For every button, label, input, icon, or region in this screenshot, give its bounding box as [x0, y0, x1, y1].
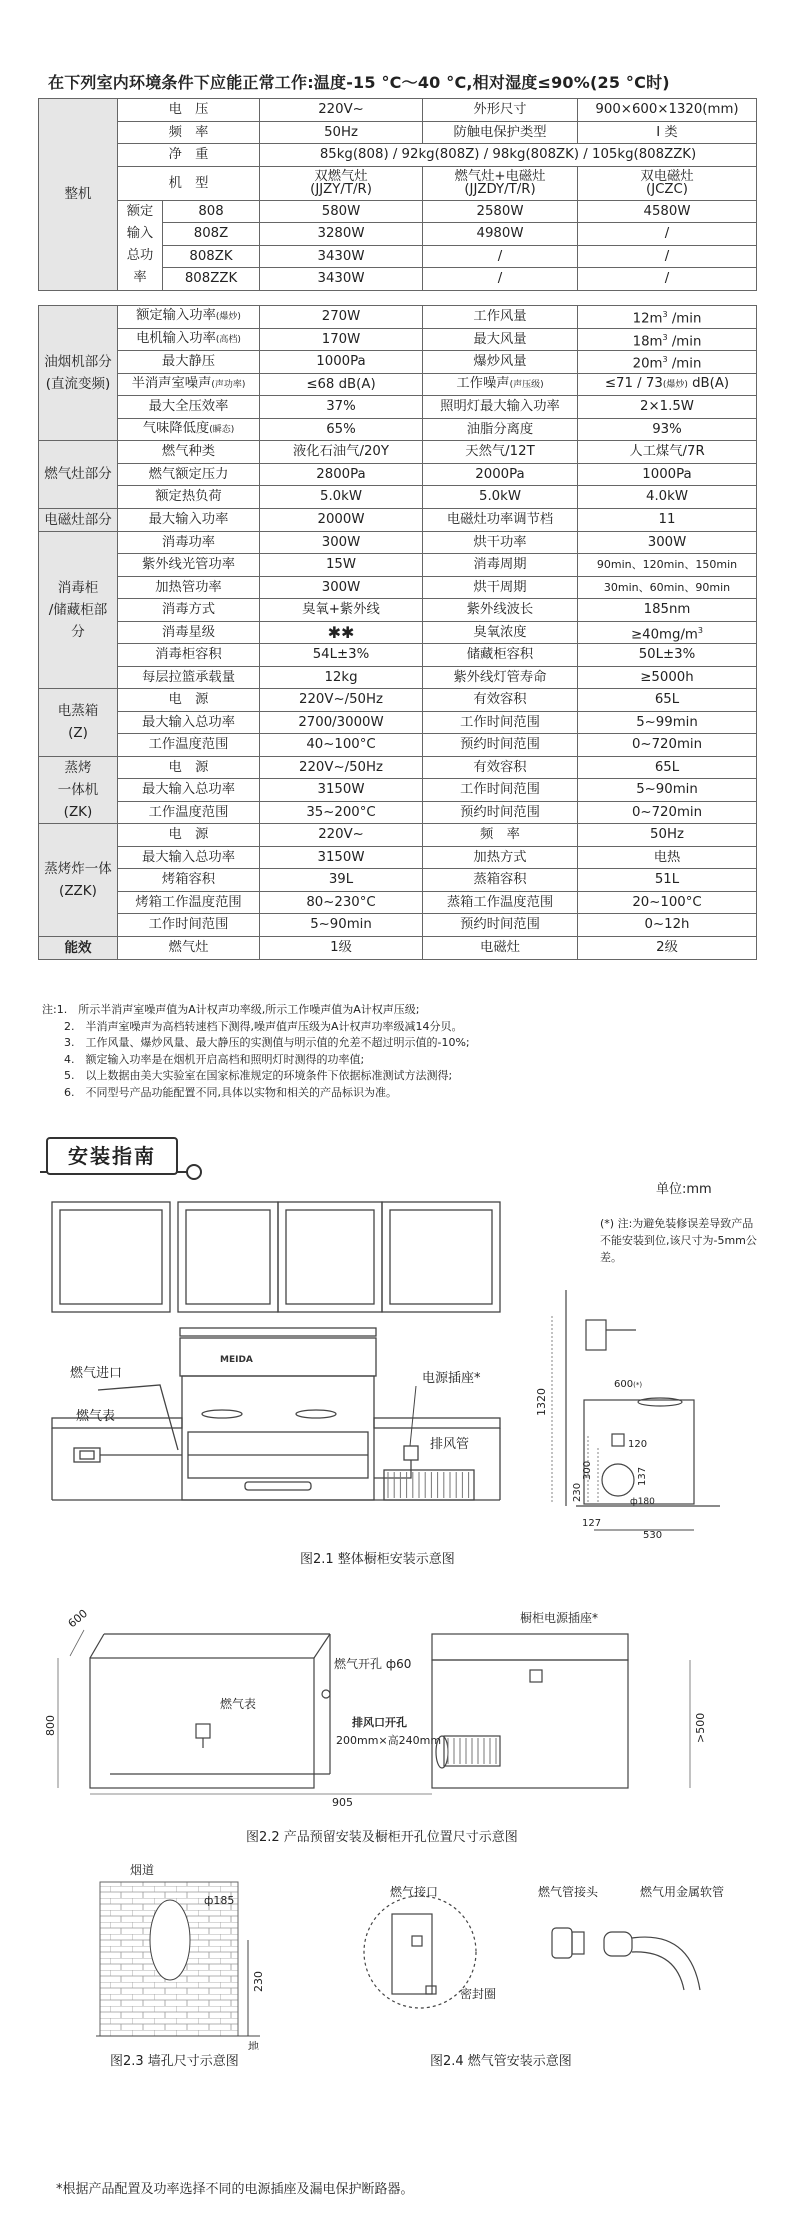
steril-label: 加热管功率 [118, 576, 260, 599]
steril-value: ✱✱ [260, 621, 423, 644]
fryer-value: 5~90min [260, 914, 423, 937]
dim-137: 137 [637, 1466, 648, 1486]
table-row [39, 779, 757, 802]
steamoven-label: 最大输入总功率 [118, 779, 260, 802]
gas-value: 人工煤气/7R [578, 441, 757, 464]
group-induction: 电磁灶部分 [39, 508, 118, 531]
unit-label: 单位:mm [656, 1182, 712, 1197]
dim-180: ф180 [630, 1497, 655, 1507]
hood-value: $18m^3$ /min [578, 328, 757, 351]
cabinet-socket [530, 1670, 542, 1682]
steril-label: 储藏柜容积 [423, 644, 578, 667]
induction-label: 电磁灶功率调节档 [423, 508, 578, 531]
label-gas-meter-2: 燃气表 [220, 1697, 257, 1711]
shock-value: I 类 [578, 121, 757, 144]
hood-value: 1000Pa [260, 351, 423, 374]
size-value: 900×600×1320(mm) [578, 99, 757, 122]
table-row [39, 351, 757, 374]
hood-label: 工作风量 [423, 306, 578, 329]
energy-label: 燃气灶 [118, 936, 260, 959]
steril-value: 185nm [578, 599, 757, 622]
table-row [39, 306, 757, 329]
power-value: / [423, 245, 578, 268]
weight-value: 85kg(808) / 92kg(808Z) / 98kg(808ZK) / 105kg(808ZZK) [260, 144, 757, 167]
steamer-value: 65L [578, 689, 757, 712]
section-title: 安装指南 [46, 1137, 178, 1175]
steril-value: 54L±3% [260, 644, 423, 667]
hood-label: 电机输入功率(高档) [118, 328, 260, 351]
gas-value: 4.0kW [578, 486, 757, 509]
voltage-value: 220V~ [260, 99, 423, 122]
induction-label: 最大输入功率 [118, 508, 260, 531]
fryer-value: 50Hz [578, 824, 757, 847]
label-exhaust-hole: 排风口开孔 [352, 1716, 407, 1729]
table-row [39, 328, 757, 351]
gas-meter-shape [74, 1448, 100, 1462]
group-sterilizer: 消毒柜 /储藏柜部分 [39, 531, 118, 689]
steril-label: 消毒周期 [423, 554, 578, 577]
steamer-label: 工作温度范围 [118, 734, 260, 757]
fryer-label: 最大输入总功率 [118, 846, 260, 869]
model-code: 808ZK [163, 245, 260, 268]
table-row [39, 200, 757, 223]
model-3: 双电磁灶 (JCZC) [578, 166, 757, 200]
steamer-value: 220V~/50Hz [260, 689, 423, 712]
dim-1320: 1320 [535, 1388, 548, 1416]
hood-label: 最大全压效率 [118, 396, 260, 419]
fryer-label: 烤箱工作温度范围 [118, 891, 260, 914]
steamoven-value: 5~90min [578, 779, 757, 802]
label-seal: 密封圈 [460, 1987, 497, 2001]
steamoven-label: 工作时间范围 [423, 779, 578, 802]
steamer-label: 工作时间范围 [423, 711, 578, 734]
fryer-label: 频 率 [423, 824, 578, 847]
power-value: 4980W [423, 223, 578, 246]
steril-value: ≥5000h [578, 666, 757, 689]
steril-value: 臭氧+紫外线 [260, 599, 423, 622]
steamoven-value: 3150W [260, 779, 423, 802]
steamoven-value: 220V~/50Hz [260, 756, 423, 779]
footnote: *根据产品配置及功率选择不同的电源插座及漏电保护断路器。 [56, 2182, 414, 2197]
hose-end [604, 1932, 632, 1956]
brand-logo: MEIDA [220, 1355, 253, 1365]
weight-label: 净 重 [118, 144, 260, 167]
tolerance-note: (*) 注:为避免装修误差导致产品不能安装到位,该尺寸为-5mm公差。 [600, 1217, 757, 1264]
gas-hole [322, 1690, 330, 1698]
table-row [39, 936, 757, 959]
table-row [39, 99, 757, 122]
hood-label: 最大静压 [118, 351, 260, 374]
exhaust-duct [384, 1470, 474, 1500]
gas-label: 燃气额定压力 [118, 463, 260, 486]
hood-value: ≤71 / 73(爆炒) dB(A) [578, 373, 757, 396]
table-row [39, 846, 757, 869]
hood-label: 油脂分离度 [423, 418, 578, 441]
hood-label: 半消声室噪声(声功率) [118, 373, 260, 396]
table-row [39, 689, 757, 712]
steril-value: 30min、60min、90min [578, 576, 757, 599]
burner [296, 1410, 336, 1418]
fryer-label: 预约时间范围 [423, 914, 578, 937]
freq-label: 频 率 [118, 121, 260, 144]
power-value: 580W [260, 200, 423, 223]
hood-label: 额定输入功率(爆炒) [118, 306, 260, 329]
fryer-value: 电热 [578, 846, 757, 869]
fryer-value: 220V~ [260, 824, 423, 847]
steril-label: 烘干功率 [423, 531, 578, 554]
steril-label: 消毒柜容积 [118, 644, 260, 667]
table-row [39, 869, 757, 892]
label-metal-hose: 燃气用金属软管 [640, 1885, 725, 1899]
caption-fig-2-4: 图2.4 燃气管安装示意图 [430, 2054, 572, 2069]
table-row [39, 576, 757, 599]
energy-label: 电磁灶 [423, 936, 578, 959]
steril-label: 紫外线灯管寿命 [423, 666, 578, 689]
voltage-label: 电 压 [118, 99, 260, 122]
dim-230: 230 [572, 1482, 583, 1502]
caption-fig-2-3: 图2.3 墙孔尺寸示意图 [110, 2054, 239, 2069]
table-row [39, 441, 757, 464]
power-value: / [578, 223, 757, 246]
table-row [39, 824, 757, 847]
note-item: 5. 以上数据由美大实验室在国家标准规定的环境条件下依据标准测试方法测得; [64, 1069, 453, 1082]
socket-shape [404, 1446, 418, 1460]
steril-label: 消毒功率 [118, 531, 260, 554]
power-value: 3430W [260, 245, 423, 268]
steamoven-label: 电 源 [118, 756, 260, 779]
induction-value: 11 [578, 508, 757, 531]
table-row [39, 891, 757, 914]
pipe-joint [552, 1928, 572, 1958]
label-gas-hole: 燃气开孔 ф60 [334, 1657, 412, 1671]
table-row [39, 463, 757, 486]
label-floor: 地 [248, 2040, 259, 2050]
table-row [39, 121, 757, 144]
induction-value: 2000W [260, 508, 423, 531]
gas-meter-box [196, 1724, 210, 1738]
steril-value: 300W [260, 576, 423, 599]
note-item: 6. 不同型号产品功能配置不同,具体以实物和相关的产品标识为准。 [64, 1085, 397, 1099]
caption-fig-2-2: 图2.2 产品预留安装及橱柜开孔位置尺寸示意图 [246, 1830, 518, 1845]
model-code: 808 [163, 200, 260, 223]
size-label: 外形尺寸 [423, 99, 578, 122]
table-row [39, 508, 757, 531]
table-row [39, 599, 757, 622]
label-exhaust: 排风管 [430, 1437, 470, 1452]
gas-label: 燃气种类 [118, 441, 260, 464]
hood-value: 65% [260, 418, 423, 441]
rated-power-label: 额定 输入 总功率 [118, 200, 163, 290]
group-steamer: 电蒸箱 (Z) [39, 689, 118, 757]
notes [42, 1002, 762, 1101]
steril-label: 烘干周期 [423, 576, 578, 599]
steril-value: 300W [260, 531, 423, 554]
spec-table [38, 98, 757, 291]
steril-value: $\ge 40mg/m^3$ [578, 621, 757, 644]
dim-120: 120 [628, 1439, 648, 1450]
group-steam-oven: 蒸烤 一体机 (ZK) [39, 756, 118, 824]
range-hood [180, 1338, 376, 1376]
shock-label: 防触电保护类型 [423, 121, 578, 144]
environment-conditions: 在下列室内环境条件下应能正常工作:温度-15 °C～40 °C,相对湿度≤90%(25 °C时) [48, 73, 670, 92]
gas-value: 2800Pa [260, 463, 423, 486]
energy-value: 1级 [260, 936, 423, 959]
section-rule-dot [186, 1164, 202, 1180]
energy-value: 2级 [578, 936, 757, 959]
power-value: / [578, 268, 757, 291]
dim-300: 300 [582, 1460, 593, 1480]
note-item: 2. 半消声室噪声为高档转速档下测得,噪声值声压级为A计权声功率级减14分贝。 [64, 1019, 463, 1033]
group-machine: 整机 [39, 99, 118, 291]
hood-label: 最大风量 [423, 328, 578, 351]
hood-value: 37% [260, 396, 423, 419]
wall-cabinet [52, 1202, 170, 1312]
table-row [39, 756, 757, 779]
fryer-label: 工作时间范围 [118, 914, 260, 937]
steamoven-value: 35~200°C [260, 801, 423, 824]
steamer-value: 40~100°C [260, 734, 423, 757]
hood-label: 照明灯最大输入功率 [423, 396, 578, 419]
steamer-value: 0~720min [578, 734, 757, 757]
dim-800: 800 [44, 1715, 57, 1736]
note-item: 注:1. 所示半消声室噪声值为A计权声功率级,所示工作噪声值为A计权声压级; [42, 1003, 420, 1016]
figure-opening-position [0, 1598, 790, 1808]
hood-value: 170W [260, 328, 423, 351]
steril-label: 紫外线光管功率 [118, 554, 260, 577]
hood-value: 93% [578, 418, 757, 441]
steril-label: 消毒星级 [118, 621, 260, 644]
gas-value: 5.0kW [423, 486, 578, 509]
power-value: 3280W [260, 223, 423, 246]
steril-value: 90min、120min、150min [578, 554, 757, 577]
hood-label: 工作噪声(声压级) [423, 373, 578, 396]
gas-value: 5.0kW [260, 486, 423, 509]
label-socket: 电源插座* [422, 1371, 481, 1386]
fryer-value: 0~12h [578, 914, 757, 937]
steamoven-value: 0~720min [578, 801, 757, 824]
steamer-label: 最大输入总功率 [118, 711, 260, 734]
table-row [39, 711, 757, 734]
hood-value: 2×1.5W [578, 396, 757, 419]
label-gas-port: 燃气接口 [390, 1885, 439, 1899]
flue-hole [150, 1900, 190, 1980]
hood-label: 气味降低度(瞬态) [118, 418, 260, 441]
table-row [39, 373, 757, 396]
freq-value: 50Hz [260, 121, 423, 144]
note-item: 3. 工作风量、爆炒风量、最大静压的实测值与明示值的允差不超过明示值的-10%; [64, 1036, 470, 1049]
steamer-value: 5~99min [578, 711, 757, 734]
label-gas-inlet: 燃气进口 [70, 1366, 123, 1381]
steril-value: 15W [260, 554, 423, 577]
wall-cabinet [178, 1202, 278, 1312]
gas-value: 液化石油气/20Y [260, 441, 423, 464]
dim-600: 600 [65, 1606, 91, 1631]
hood-value: $20m^3$ /min [578, 351, 757, 374]
label-gas-meter: 燃气表 [76, 1409, 116, 1424]
gas-value: 天然气/12T [423, 441, 578, 464]
steamer-value: 2700/3000W [260, 711, 423, 734]
steamoven-label: 预约时间范围 [423, 801, 578, 824]
steamoven-label: 有效容积 [423, 756, 578, 779]
model-1: 双燃气灶 (JJZY/T/R) [260, 166, 423, 200]
dim-230: 230 [252, 1971, 265, 1992]
burner [202, 1410, 242, 1418]
hood-value: 270W [260, 306, 423, 329]
table-row [39, 666, 757, 689]
model-code: 808ZZK [163, 268, 260, 291]
label-flue: 烟道 [130, 1863, 155, 1877]
caption-fig-2-1: 图2.1 整体橱柜安装示意图 [300, 1552, 455, 1567]
dim-185: ф185 [204, 1894, 235, 1907]
table-row [39, 801, 757, 824]
group-fryer: 蒸烤炸一体 (ZZK) [39, 824, 118, 937]
table-row [39, 734, 757, 757]
fryer-value: 3150W [260, 846, 423, 869]
steril-value: 50L±3% [578, 644, 757, 667]
fryer-value: 20~100°C [578, 891, 757, 914]
side-exhaust-hole [602, 1464, 634, 1496]
table-row [39, 644, 757, 667]
group-hood: 油烟机部分 (直流变频) [39, 306, 118, 441]
power-value: 2580W [423, 200, 578, 223]
note-item: 4. 额定输入功率是在烟机开启高档和照明灯时测得的功率值; [64, 1052, 365, 1066]
steamoven-label: 工作温度范围 [118, 801, 260, 824]
fryer-value: 51L [578, 869, 757, 892]
group-gas: 燃气灶部分 [39, 441, 118, 509]
table-row [39, 554, 757, 577]
power-value: / [578, 245, 757, 268]
cabinet-box [90, 1658, 314, 1788]
table-row [39, 914, 757, 937]
table-row [39, 166, 757, 200]
dim-127: 127 [582, 1518, 602, 1529]
model-code: 808Z [163, 223, 260, 246]
wall-cabinet [382, 1202, 500, 1312]
gas-label: 额定热负荷 [118, 486, 260, 509]
table-row [39, 144, 757, 167]
fryer-label: 电 源 [118, 824, 260, 847]
table-row [39, 418, 757, 441]
dim-530: 530 [643, 1530, 663, 1541]
side-stove-body [584, 1400, 694, 1504]
table-row [39, 531, 757, 554]
steril-value: 12kg [260, 666, 423, 689]
spec-table-cont [38, 305, 757, 960]
hood-value: $12m^3$ /min [578, 306, 757, 329]
steril-label: 紫外线波长 [423, 599, 578, 622]
dim-600: 600(*) [614, 1379, 643, 1390]
wall-cabinet [278, 1202, 382, 1312]
power-value: 4580W [578, 200, 757, 223]
steamer-label: 有效容积 [423, 689, 578, 712]
fryer-label: 蒸箱工作温度范围 [423, 891, 578, 914]
steril-label: 臭氧浓度 [423, 621, 578, 644]
hood-label: 爆炒风量 [423, 351, 578, 374]
label-pipe-joint: 燃气管接头 [538, 1885, 599, 1899]
fryer-label: 蒸箱容积 [423, 869, 578, 892]
label-exhaust-size: 200mm×高240mm [336, 1734, 442, 1747]
fryer-label: 加热方式 [423, 846, 578, 869]
fryer-value: 39L [260, 869, 423, 892]
label-cabinet-socket: 橱柜电源插座* [520, 1611, 599, 1625]
steamer-label: 预约时间范围 [423, 734, 578, 757]
dim-905: 905 [332, 1796, 353, 1808]
fryer-value: 80~230°C [260, 891, 423, 914]
steamer-label: 电 源 [118, 689, 260, 712]
power-value: 3430W [260, 268, 423, 291]
steamoven-value: 65L [578, 756, 757, 779]
dim-500: >500 [694, 1712, 707, 1743]
steril-value: 300W [578, 531, 757, 554]
steril-label: 消毒方式 [118, 599, 260, 622]
hood-value: ≤68 dB(A) [260, 373, 423, 396]
model-label: 机 型 [118, 166, 260, 200]
gas-value: 1000Pa [578, 463, 757, 486]
power-value: / [423, 268, 578, 291]
table-row [39, 396, 757, 419]
table-row [39, 486, 757, 509]
group-energy: 能效 [39, 936, 118, 959]
figure-wall-and-gas [0, 1850, 790, 2050]
gas-value: 2000Pa [423, 463, 578, 486]
steril-label: 每层拉篮承载量 [118, 666, 260, 689]
table-row [39, 621, 757, 644]
fryer-label: 烤箱容积 [118, 869, 260, 892]
model-2: 燃气灶+电磁灶 (JJZDY/T/R) [423, 166, 578, 200]
